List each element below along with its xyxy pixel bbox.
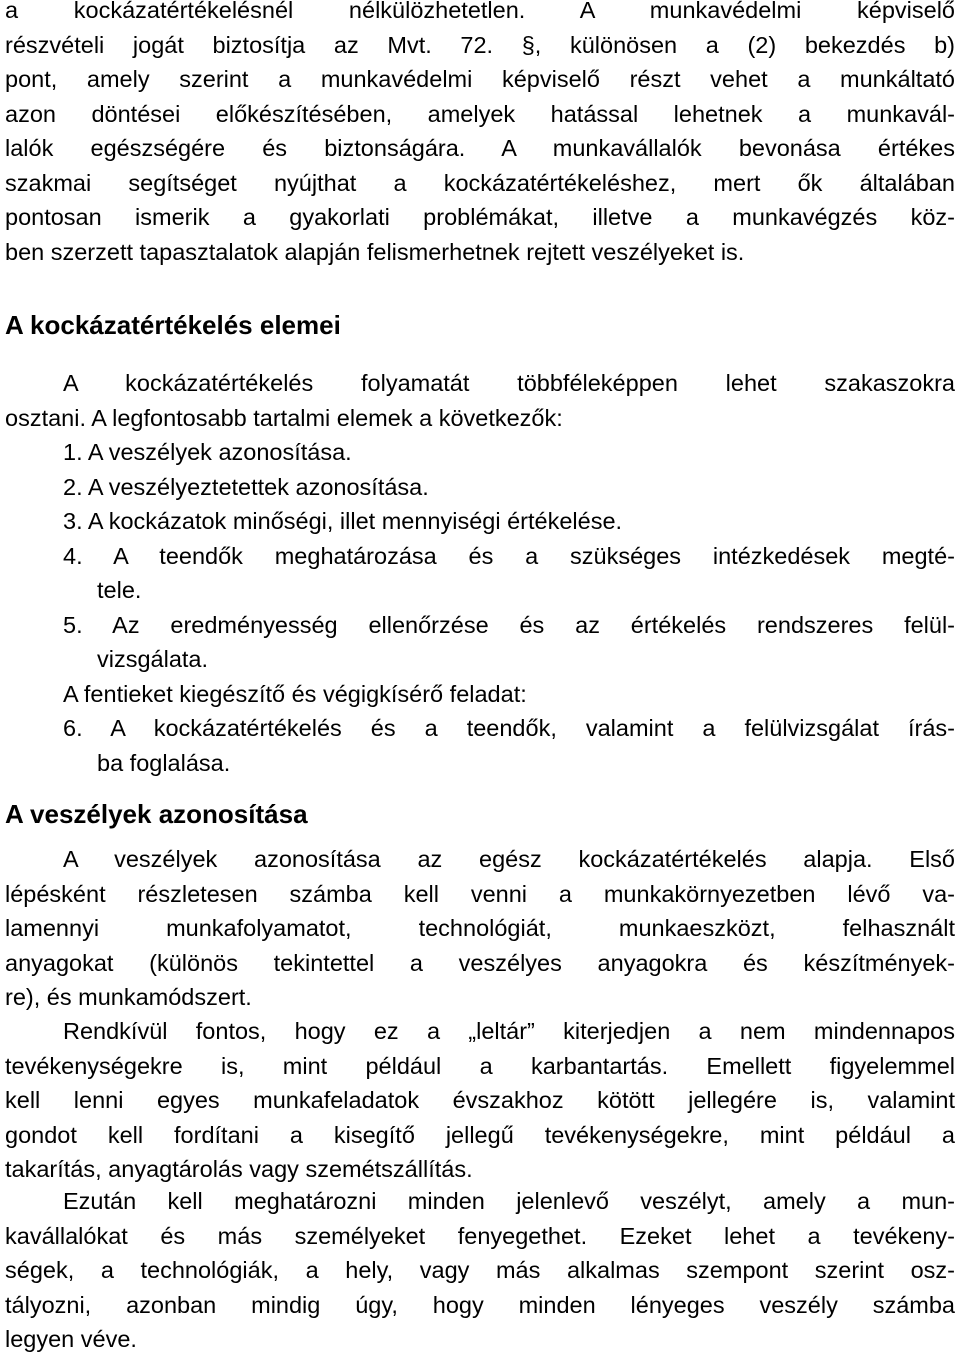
hazards-paragraph-1 xyxy=(5,842,955,1015)
list-item: 5. Az eredményesség ellenőrzése és az értékelés rendszeres felül- xyxy=(63,611,955,638)
list-item: 6. A kockázatértékelés és a teendők, valamint a felülvizsgálat írás- xyxy=(63,715,955,741)
paragraph-line: ségek, a technológiák, a hely, vagy más alkalmas szempont szerint osz- xyxy=(5,1257,955,1283)
section-heading-elements: A kockázatértékelés elemei xyxy=(5,310,341,340)
list-item: 1. A veszélyek azonosítása. xyxy=(63,439,352,465)
paragraph-line: A kockázatértékelés folyamatát többféleképpen lehet szakaszokra xyxy=(63,370,955,396)
hazards-paragraph-3 xyxy=(5,1184,955,1357)
paragraph-line: A veszélyek azonosítása az egész kockázatértékelés alapja. Első xyxy=(63,846,955,872)
list-item: 2. A veszélyeztetettek azonosítása. xyxy=(63,473,429,500)
list-item: 4. A teendők meghatározása és a szükséges intézkedések megté- xyxy=(63,542,955,569)
paragraph-line: pont, amely szerint a munkavédelmi képviselő részt vehet a munkáltató xyxy=(5,66,955,92)
hazards-paragraph-2 xyxy=(5,1014,955,1187)
list-item-continuation: tele. xyxy=(97,577,142,603)
section-heading-hazards: A veszélyek azonosítása xyxy=(5,799,308,829)
paragraph-line: lépésként részletesen számba kell venni a munkakörnyezetben lévő va- xyxy=(5,880,955,907)
paragraph-line: lalók egészségére és biztonságára. A munkavállalók bevonása értékes xyxy=(5,135,955,161)
paragraph-line: pontosan ismerik a gyakorlati problémákat, illetve a munkavégzés köz- xyxy=(5,204,955,230)
paragraph-line: ben szerzett tapasztalatok alapján felismerhetnek rejtett veszélyeket is. xyxy=(5,238,745,265)
paragraph-line: legyen véve. xyxy=(5,1326,137,1352)
paragraph-line: Ezután kell meghatározni minden jelenlevő veszélyt, amely a mun- xyxy=(63,1188,955,1214)
paragraph-line: kavállalókat és más személyeket fenyegethet. Ezeket lehet a tevékeny- xyxy=(5,1222,955,1249)
paragraph-line: lamennyi munkafolyamatot, technológiát, munkaeszközt, felhasznált xyxy=(5,915,955,941)
paragraph-line: tevékenységekre is, mint például a karbantartás. Emellett figyelemmel xyxy=(5,1052,955,1079)
paragraph-line: kell lenni egyes munkafeladatok évszakhoz kötött jellegére is, valamint xyxy=(5,1087,955,1113)
paragraph-line: osztani. A legfontosabb tartalmi elemek a következők: xyxy=(5,404,563,431)
paragraph-line: anyagokat (különös tekintettel a veszélyes anyagokra és készítmények- xyxy=(5,949,955,976)
paragraph-line: azon döntései előkészítésében, amelyek hatással lehetnek a munkavál- xyxy=(5,100,955,127)
paragraph-line: tályozni, azonban mindig úgy, hogy minden lényeges veszély számba xyxy=(5,1291,955,1318)
paragraph-line: gondot kell fordítani a kisegítő jellegű tevékenységekre, mint például a xyxy=(5,1121,955,1148)
paragraph-line: Rendkívül fontos, hogy ez a „leltár” kiterjedjen a nem mindennapos xyxy=(63,1018,955,1044)
paragraph-line: takarítás, anyagtárolás vagy szemétszállítás. xyxy=(5,1156,473,1182)
paragraph-line: a kockázatértékelésnél nélkülözhetetlen. A munkavédelmi képviselő xyxy=(5,0,955,23)
paragraph-line: re), és munkamódszert. xyxy=(5,984,252,1010)
list-subheading: A fentieket kiegészítő és végigkísérő feladat: xyxy=(63,680,527,707)
paragraph-line: részvételi jogát biztosítja az Mvt. 72. §, különösen a (2) bekezdés b) xyxy=(5,31,955,58)
list-item-continuation: ba foglalása. xyxy=(97,749,231,776)
intro-paragraph xyxy=(5,0,955,269)
paragraph-line: szakmai segítséget nyújthat a kockázatértékeléshez, mert ők általában xyxy=(5,169,955,196)
list-item-continuation: vizsgálata. xyxy=(97,646,209,672)
list-item: 3. A kockázatok minőségi, illet mennyiségi értékelése. xyxy=(63,508,623,534)
elements-section xyxy=(5,366,955,780)
